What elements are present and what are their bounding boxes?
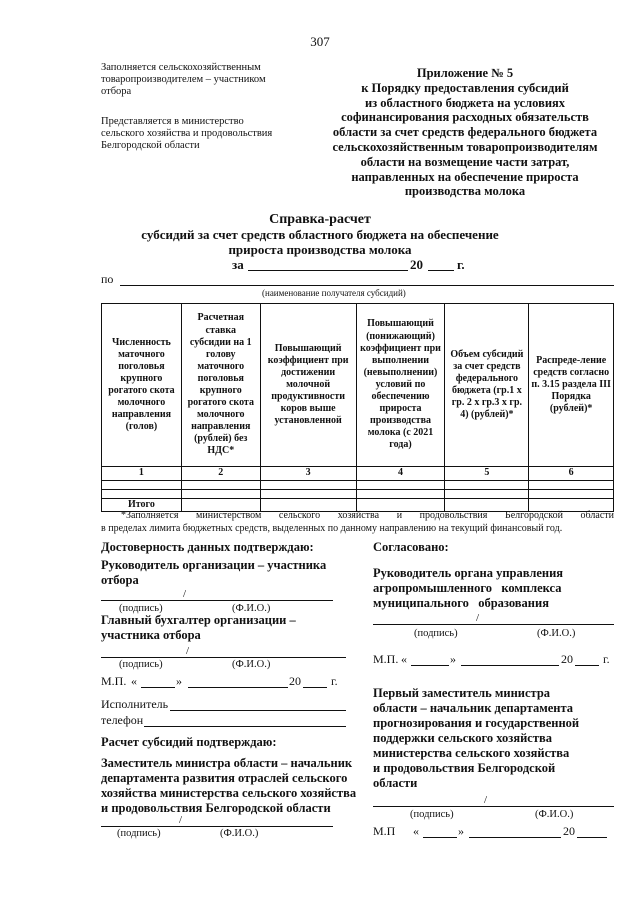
recipient-caption: (наименование получателя субсидий) xyxy=(262,288,406,298)
title-line: и продовольствия Белгородской области xyxy=(101,801,331,815)
period-year-blank xyxy=(428,270,454,271)
table-cell xyxy=(445,481,529,490)
period-suffix: г. xyxy=(457,257,465,272)
title-line: агропромышленного комплекса xyxy=(373,581,562,595)
year-blank xyxy=(575,665,599,666)
fio-caption: (Ф.И.О.) xyxy=(535,809,574,820)
header-federal-volume: Объем субсидий за счет средств федерального бюджета (гр.1 x гр. 2 x гр.3 x гр. 4) (рублей)* xyxy=(445,304,529,467)
period-year: 20 xyxy=(410,257,423,272)
page-number: 307 xyxy=(310,34,330,49)
head-org-title xyxy=(101,558,326,588)
agro-head-title xyxy=(373,566,563,611)
table-cell xyxy=(181,481,260,490)
separator: / xyxy=(183,588,187,600)
agro-head-signature-line xyxy=(373,624,614,625)
appendix-header xyxy=(300,66,630,199)
title-line: субсидий за счет средств областного бюджета на обеспечение xyxy=(141,227,499,242)
table-cell xyxy=(356,481,445,490)
title-line: прогнозирования и государственной xyxy=(373,716,580,730)
title-line: области xyxy=(373,776,418,790)
table-cell xyxy=(529,490,614,499)
separator: / xyxy=(179,814,183,826)
title-line: Первый заместитель министра xyxy=(373,686,551,700)
table-cell xyxy=(356,490,445,499)
col-number: 3 xyxy=(260,467,356,481)
appendix-line: направленных на обеспечение прироста xyxy=(351,169,579,184)
filled-by-note xyxy=(101,62,266,98)
col-number: 5 xyxy=(445,467,529,481)
document-title xyxy=(80,212,560,257)
header-distribution: Распреде-ление средств согласно п. 3.15 раздела III Порядка (рублей)* xyxy=(529,304,614,467)
footnote-line: в пределах лимита бюджетных средств, выделенных по данному направлению на текущий финансовый год. xyxy=(101,522,563,534)
day-blank xyxy=(423,837,457,838)
year-suffix: г. xyxy=(603,652,610,666)
month-blank xyxy=(461,665,559,666)
table-cell xyxy=(445,490,529,499)
agreed-heading: Согласовано: xyxy=(373,540,449,554)
appendix-line: области за счет средств федерального бюджета xyxy=(332,125,598,140)
year-prefix: 20 xyxy=(289,674,301,688)
period-prefix: за xyxy=(232,257,244,272)
title-line: участника отбора xyxy=(101,628,201,642)
appendix-line: области на возмещение части затрат, xyxy=(360,154,570,169)
quote-close: » xyxy=(450,652,456,666)
fio-caption: (Ф.И.О.) xyxy=(232,603,271,614)
period-blank xyxy=(248,270,408,271)
title-line: прироста производства молока xyxy=(228,242,412,257)
footnote-line: *Заполняется министерством сельского хозяйства и продовольствия Белгородской области xyxy=(121,510,614,521)
first-deputy-signature-line xyxy=(373,806,614,807)
header-rate: Расчетная ставка субсидии на 1 голову маточного поголовья крупного рогатого скота молочного направления (рублей) без НДС* xyxy=(181,304,260,467)
deputy-minister-title xyxy=(101,756,356,816)
table-cell xyxy=(102,481,182,490)
signature-caption: (подпись) xyxy=(410,809,454,820)
note-line: товаропроизводителем – участником xyxy=(101,74,266,85)
calc-confirm-heading: Расчет субсидий подтверждаю: xyxy=(101,735,277,749)
table-cell xyxy=(529,481,614,490)
table-cell xyxy=(260,481,356,490)
title-line: Руководитель организации – участника xyxy=(101,558,327,572)
appendix-line: сельскохозяйственным товаропроизводителям xyxy=(332,139,598,154)
chief-accountant-signature-line xyxy=(101,657,346,658)
quote-close: » xyxy=(458,824,464,838)
note-line: Представляется в министерство xyxy=(101,116,244,127)
month-blank xyxy=(188,687,288,688)
mp-label: М.П. xyxy=(101,674,127,688)
year-prefix: 20 xyxy=(563,824,575,838)
fio-caption: (Ф.И.О.) xyxy=(232,659,271,670)
title-line: хозяйства министерства сельского хозяйства xyxy=(101,786,357,800)
year-prefix: 20 xyxy=(561,652,573,666)
column-number-row xyxy=(102,467,614,481)
quote-open: « xyxy=(413,824,419,838)
table-header-row xyxy=(102,304,614,467)
subsidy-table xyxy=(101,303,614,512)
table-cell xyxy=(102,490,182,499)
signature-caption: (подпись) xyxy=(119,603,163,614)
note-line: Заполняется сельскохозяйственным xyxy=(101,62,261,73)
title-line: отбора xyxy=(101,573,139,587)
footnote xyxy=(101,510,614,535)
fio-caption: (Ф.И.О.) xyxy=(220,828,259,839)
table-cell xyxy=(181,490,260,499)
col-number: 4 xyxy=(356,467,445,481)
recipient-blank xyxy=(120,285,614,286)
table-cell xyxy=(260,490,356,499)
year-blank xyxy=(577,837,607,838)
title-line: области – начальник департамента xyxy=(373,701,574,715)
title-line: Справка-расчет xyxy=(269,212,371,227)
appendix-line: из областного бюджета на условиях xyxy=(364,95,566,110)
quote-close: » xyxy=(176,674,182,688)
appendix-line: к Порядку предоставления субсидий xyxy=(361,80,569,95)
title-line: министерства сельского хозяйства xyxy=(373,746,570,760)
header-herd-count: Численность маточного поголовья крупного рогатого скота молочного направления (голов) xyxy=(102,304,182,467)
quote-open: « xyxy=(401,652,407,666)
header-productivity-coef: Повышающий коэффициент при достижении молочной продуктивности коров выше установленной xyxy=(260,304,356,467)
mp-label: М.П. xyxy=(373,652,399,666)
table-row xyxy=(102,481,614,490)
year-suffix: г. xyxy=(331,674,338,688)
executor-label: Исполнитель xyxy=(101,697,169,711)
title-line: Руководитель органа управления xyxy=(373,566,564,580)
appendix-line: производства молока xyxy=(404,184,526,199)
chief-accountant-title xyxy=(101,613,296,643)
day-blank xyxy=(141,687,175,688)
separator: / xyxy=(476,612,480,624)
appendix-line: Приложение № 5 xyxy=(416,66,514,80)
year-blank xyxy=(303,687,327,688)
quote-open: « xyxy=(131,674,137,688)
note-line: сельского хозяйства и продовольствия xyxy=(101,128,273,139)
first-deputy-title xyxy=(373,686,579,791)
title-line: департамента развития отраслей сельского xyxy=(101,771,348,785)
day-blank xyxy=(411,665,449,666)
fio-caption: (Ф.И.О.) xyxy=(537,628,576,639)
deputy-minister-signature-line xyxy=(101,826,333,827)
total-label: Итого xyxy=(102,499,182,512)
note-line: отбора xyxy=(101,86,132,97)
executor-blank xyxy=(170,710,346,711)
phone-label: телефон xyxy=(101,713,144,727)
signature-caption: (подпись) xyxy=(414,628,458,639)
col-number: 6 xyxy=(529,467,614,481)
col-number: 2 xyxy=(181,467,260,481)
month-blank xyxy=(469,837,561,838)
confirm-heading: Достоверность данных подтверждаю: xyxy=(101,540,314,554)
separator: / xyxy=(484,794,488,806)
header-growth-coef: Повышающий (понижающий) коэффициент при выполнении (невыполнении) условий по обеспечению прироста производства молока (с 2021 года) xyxy=(356,304,445,467)
note-line: Белгородской области xyxy=(101,140,200,151)
mp-label: М.П xyxy=(373,824,396,838)
appendix-line: софинансирования расходных обязательств xyxy=(341,110,589,125)
submitted-to-note xyxy=(101,116,272,152)
title-line: муниципального образования xyxy=(373,596,549,610)
title-line: Главный бухгалтер организации – xyxy=(101,613,296,627)
table-row xyxy=(102,490,614,499)
title-line: Заместитель министра области – начальник xyxy=(101,756,353,770)
head-org-signature-line xyxy=(101,600,333,601)
signature-caption: (подпись) xyxy=(117,828,161,839)
title-line: и продовольствия Белгородской xyxy=(373,761,556,775)
signature-caption: (подпись) xyxy=(119,659,163,670)
phone-blank xyxy=(144,726,346,727)
separator: / xyxy=(186,645,190,657)
title-line: поддержки сельского хозяйства xyxy=(373,731,552,745)
recipient-prefix: по xyxy=(101,272,114,286)
col-number: 1 xyxy=(102,467,182,481)
